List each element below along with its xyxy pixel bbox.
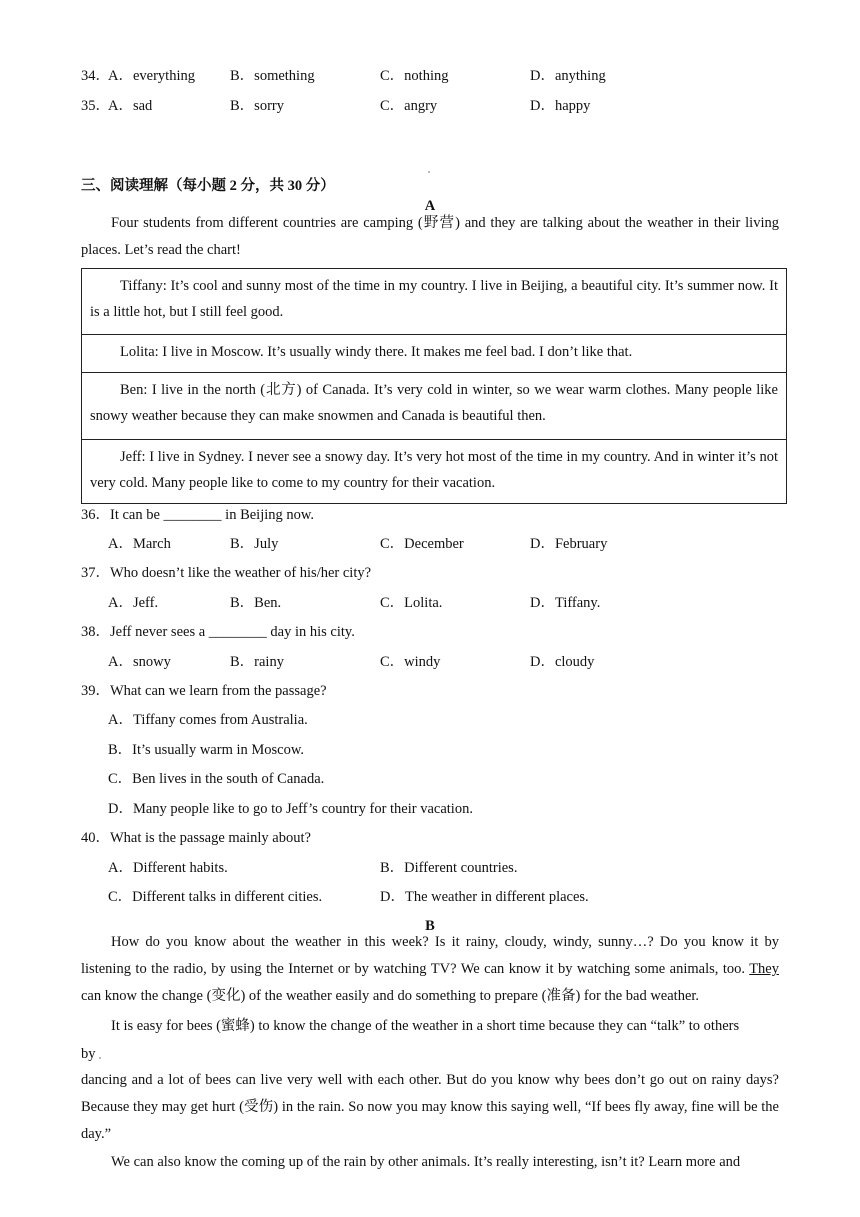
passage-b-paragraph-2-rest: dancing and a lot of bees can live very well with each other. But do you know why bees don’t go out on rainy days? Because they may get hurt (受伤) in the rain. So now you may know this saying well, “If bees fly away, fine will be the day.” bbox=[81, 1072, 779, 1142]
q36-option-b[interactable]: B．July bbox=[230, 536, 279, 552]
stray-dot-2 bbox=[99, 1057, 101, 1059]
q35-option-b[interactable]: B．sorry bbox=[230, 98, 284, 114]
q40-option-b[interactable]: B．Different countries. bbox=[380, 860, 518, 876]
q36-option-c[interactable]: C．December bbox=[380, 536, 464, 552]
passage-b-p1-text: How do you know about the weather in this week? Is it rainy, cloudy, windy, sunny…? Do you know it by listening to the radio, by using the Internet or by watching TV? We can know it by watching some animals, too. bbox=[81, 934, 779, 977]
q35-number: 35． bbox=[81, 98, 110, 114]
weather-chart bbox=[81, 268, 787, 504]
q39-option-a[interactable]: A．Tiffany comes from Australia. bbox=[108, 712, 308, 728]
chart-row-jeff bbox=[82, 439, 786, 503]
q38-option-c[interactable]: C．windy bbox=[380, 654, 441, 670]
q40-stem: 40．What is the passage mainly about? bbox=[81, 830, 311, 846]
passage-b-underlined-they: They bbox=[749, 961, 779, 977]
q34-option-a[interactable]: A．everything bbox=[108, 68, 195, 84]
passage-a-intro bbox=[81, 210, 779, 264]
q37-stem: 37．Who doesn’t like the weather of his/her city? bbox=[81, 565, 372, 581]
chart-row-tiffany bbox=[82, 269, 786, 334]
q40-option-d[interactable]: D．The weather in different places. bbox=[380, 889, 589, 905]
passage-b-paragraph-1 bbox=[81, 929, 779, 1010]
q38-stem: 38．Jeff never sees a ________ day in his city. bbox=[81, 624, 355, 640]
passage-b-label: B bbox=[425, 918, 435, 934]
q38-option-b[interactable]: B．rainy bbox=[230, 654, 284, 670]
q39-option-c[interactable]: C．Ben lives in the south of Canada. bbox=[108, 771, 325, 787]
q34-number: 34． bbox=[81, 68, 110, 84]
chart-row-lolita bbox=[82, 334, 786, 372]
q39-option-d[interactable]: D．Many people like to go to Jeff’s country for their vacation. bbox=[108, 801, 473, 817]
q40-option-a[interactable]: A．Different habits. bbox=[108, 860, 228, 876]
q37-option-c[interactable]: C．Lolita. bbox=[380, 595, 443, 611]
q37-option-a[interactable]: A．Jeff. bbox=[108, 595, 159, 611]
chart-row-tiffany-text: Tiffany: It’s cool and sunny most of the time in my country. I live in Beijing, a beautiful city. It’s summer now. It is a little hot, but I still feel good. bbox=[90, 278, 778, 320]
q35-option-c[interactable]: C．angry bbox=[380, 98, 438, 114]
passage-b-p2-by: by bbox=[81, 1046, 96, 1062]
q36-stem: 36．It can be ________ in Beijing now. bbox=[81, 507, 315, 523]
chart-row-lolita-text: Lolita: I live in Moscow. It’s usually windy there. It makes me feel bad. I don’t like that. bbox=[120, 344, 633, 360]
q36-option-a[interactable]: A．March bbox=[108, 536, 171, 552]
passage-a-label: A bbox=[424, 198, 436, 214]
passage-a-intro-text: Four students from different countries are camping (野营) and they are talking about the weather in their living places. Let’s read the chart! bbox=[81, 215, 779, 258]
q38-option-a[interactable]: A．snowy bbox=[108, 654, 171, 670]
q37-option-d[interactable]: D．Tiffany. bbox=[530, 595, 601, 611]
q34-option-d[interactable]: D．anything bbox=[530, 68, 606, 84]
q34-option-b[interactable]: B．something bbox=[230, 68, 315, 84]
chart-row-ben bbox=[82, 372, 786, 439]
chart-row-ben-text: Ben: I live in the north (北方) of Canada. It’s very cold in winter, so we wear warm clothes. Many people like snowy weather because they can make snowmen and Canada is beautiful then. bbox=[90, 382, 778, 424]
q37-option-b[interactable]: B．Ben. bbox=[230, 595, 282, 611]
q39-option-b[interactable]: B．It’s usually warm in Moscow. bbox=[108, 742, 305, 758]
q35-option-a[interactable]: A．sad bbox=[108, 98, 153, 114]
q38-option-d[interactable]: D．cloudy bbox=[530, 654, 595, 670]
stray-dot bbox=[428, 171, 430, 173]
q39-stem: 39．What can we learn from the passage? bbox=[81, 683, 327, 699]
q34-option-c[interactable]: C．nothing bbox=[380, 68, 449, 84]
section-3-title: 三、阅读理解（每小题 2 分，共 30 分） bbox=[81, 178, 335, 194]
passage-b-p1-text-end: can know the change (变化) of the weather easily and do something to prepare (准备) for the bad weather. bbox=[81, 988, 700, 1004]
chart-row-jeff-text: Jeff: I live in Sydney. I never see a snowy day. It’s very hot most of the time in my country. And in winter it’s not very cold. Many people like to come to my country for their vacation. bbox=[90, 449, 778, 491]
q36-option-d[interactable]: D．February bbox=[530, 536, 608, 552]
passage-b-paragraph-3: We can also know the coming up of the rain by other animals. It’s really interesting, isn’t it? Learn more and bbox=[111, 1154, 741, 1170]
passage-b-p2-first-line: It is easy for bees (蜜蜂) to know the change of the weather in a short time because they can “talk” to others bbox=[111, 1018, 740, 1034]
q35-option-d[interactable]: D．happy bbox=[530, 98, 591, 114]
q40-option-c[interactable]: C．Different talks in different cities. bbox=[108, 889, 323, 905]
